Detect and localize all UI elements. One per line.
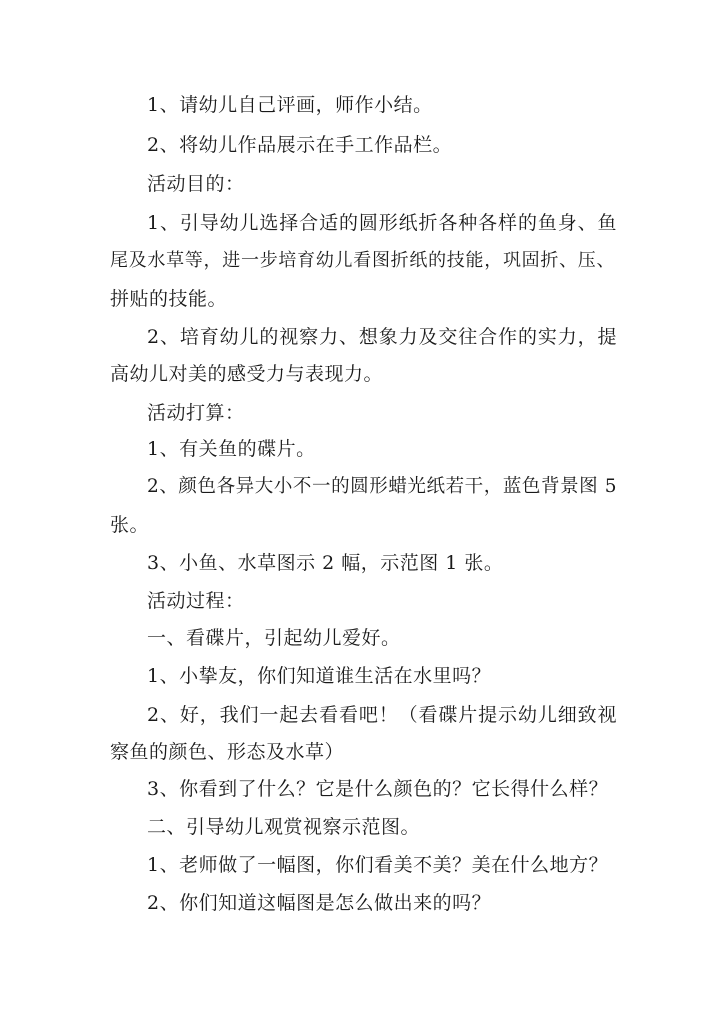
section-heading: 活动目的：	[147, 173, 245, 195]
paragraph-line: 1、引导幼儿选择合适的圆形纸折各种各样的鱼身、鱼	[147, 212, 617, 234]
paragraph-line: 高幼儿对美的感受力与表现力。	[110, 363, 384, 385]
paragraph-line: 一、看碟片，引起幼儿爱好。	[147, 627, 401, 649]
paragraph-line: 2、好，我们一起去看看吧！（看碟片提示幼儿细致视	[147, 704, 617, 726]
paragraph-line: 1、请幼儿自己评画，师作小结。	[147, 94, 433, 116]
paragraph-line: 2、你们知道这幅图是怎么做出来的吗？	[147, 892, 492, 914]
paragraph-line: 2、将幼儿作品展示在手工作品栏。	[147, 134, 453, 156]
paragraph-line: 1、有关鱼的碟片。	[147, 438, 316, 460]
paragraph-line: 尾及水草等，进一步培育幼儿看图折纸的技能，巩固折、压、	[110, 250, 615, 271]
paragraph-line: 察鱼的颜色、形态及水草）	[110, 741, 345, 763]
paragraph-line: 张。	[110, 514, 150, 536]
paragraph-line: 二、引导幼儿观赏视察示范图。	[147, 816, 421, 838]
paragraph-line: 2、颜色各异大小不一的圆形蜡光纸若干，蓝色背景图 5	[147, 476, 617, 497]
paragraph-line: 3、小鱼、水草图示 2 幅，示范图 1 张。	[147, 552, 504, 574]
paragraph-line: 1、小挚友，你们知道谁生活在水里吗？	[147, 665, 492, 687]
paragraph-line: 3、你看到了什么？它是什么颜色的？它长得什么样？	[147, 778, 609, 800]
section-heading: 活动打算：	[147, 402, 245, 424]
paragraph-line: 1、老师做了一幅图，你们看美不美？美在什么地方？	[147, 854, 609, 876]
paragraph-line: 2、培育幼儿的视察力、想象力及交往合作的实力，提	[147, 326, 617, 348]
paragraph-line: 拼贴的技能。	[110, 288, 228, 310]
section-heading: 活动过程：	[147, 590, 245, 612]
